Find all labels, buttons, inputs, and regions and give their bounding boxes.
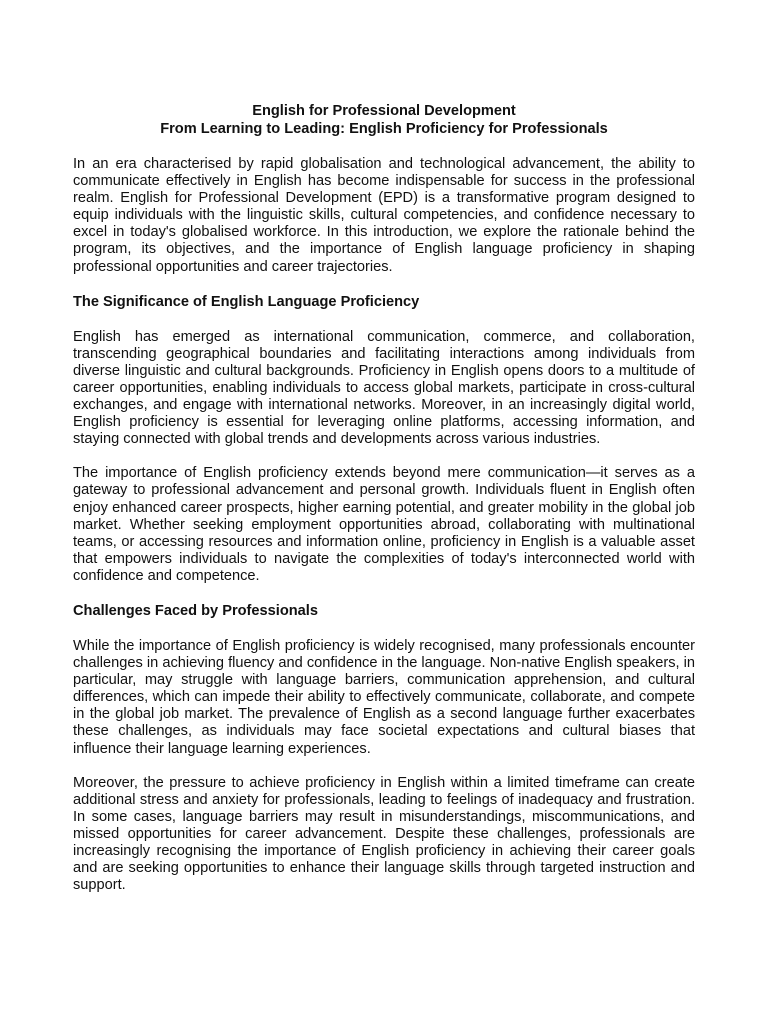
- paragraph: The importance of English proficiency extends beyond mere communication—it serves as a gateway to professional advancement and personal growth. Individuals fluent in English often enjoy enhanced career prospects, higher earning potential, and greater mobility in the global job market. Whether seeking employment opportunities abroad, collaborating with multinational teams, or accessing resources and information online, proficiency in English is a valuable asset that empowers individuals to navigate the complexities of today's interconnected world with confidence and competence.: [73, 465, 695, 584]
- section-heading-challenges: Challenges Faced by Professionals: [73, 602, 318, 619]
- paragraph: English has emerged as international communication, commerce, and collaboration, transcending geographical boundaries and facilitating interactions among individuals from diverse linguistic and cultural backgrounds. Proficiency in English opens doors to a multitude of career opportunities, enabling individuals to access global markets, participate in cross-cultural exchanges, and engage with international networks. Moreover, in an increasingly digital world, English proficiency is essential for leveraging online platforms, accessing information, and staying connected with global trends and developments across various industries.: [73, 328, 695, 448]
- paragraph: Moreover, the pressure to achieve proficiency in English within a limited timeframe can create additional stress and anxiety for professionals, leading to feelings of inadequacy and frustration. In some cases, language barriers may result in misunderstandings, miscommunications, and missed opportunities for career advancement. Despite these challenges, professionals are increasingly recognising the importance of English proficiency in achieving their career goals and are seeking opportunities to enhance their language skills through targeted instruction and support.: [73, 774, 695, 894]
- section-heading-significance: The Significance of English Language Proficiency: [73, 293, 420, 310]
- document-title: English for Professional Development: [252, 103, 516, 119]
- paragraph: While the importance of English proficiency is widely recognised, many professionals encounter challenges in achieving fluency and confidence in the language. Non-native English speakers, in particular, may struggle with language barriers, communication apprehension, and cultural differences, which can impede their ability to effectively communicate, collaborate, and compete in the global job market. The prevalence of English as a second language further exacerbates these challenges, as individuals may face societal expectations and cultural biases that influence their language learning experiences.: [73, 637, 695, 757]
- intro-paragraph: In an era characterised by rapid globalisation and technological advancement, the ability to communicate effectively in English has become indispensable for success in the professional realm. English for Professional Development (EPD) is a transformative program designed to equip individuals with the linguistic skills, cultural competencies, and confidence necessary to excel in today's globalised workforce. In this introduction, we explore the rationale behind the program, its objectives, and the importance of English language proficiency in shaping professional opportunities and career trajectories.: [73, 156, 695, 275]
- document-page: [73, 102, 695, 911]
- document-subtitle: From Learning to Leading: English Proficiency for Professionals: [160, 121, 608, 137]
